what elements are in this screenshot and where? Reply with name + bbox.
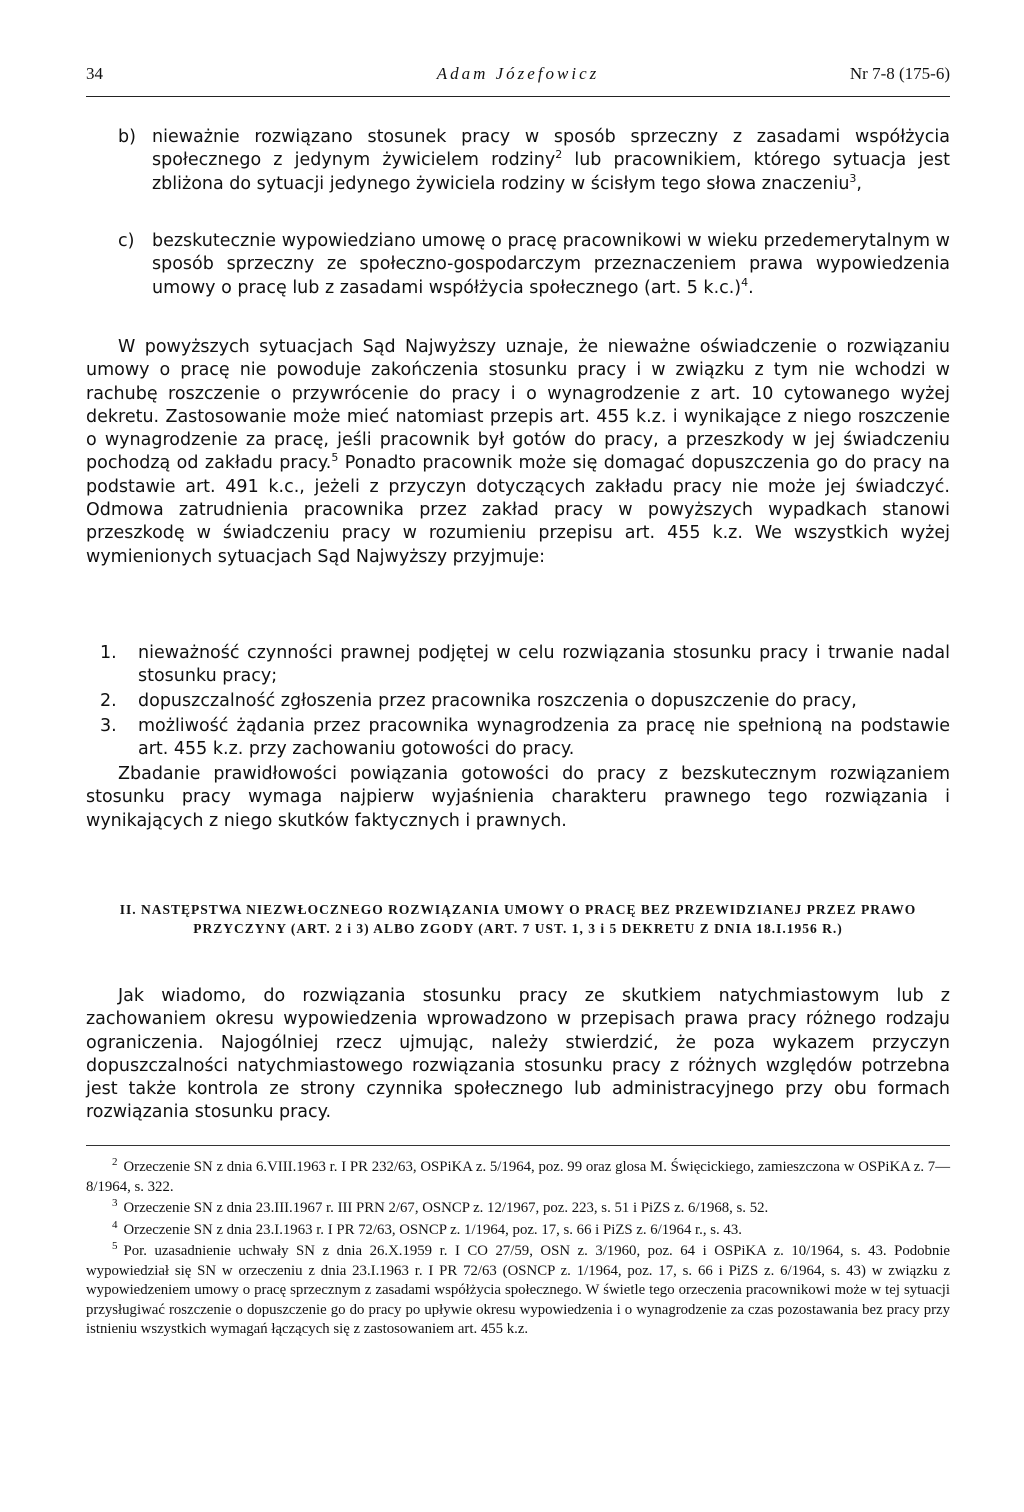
footnote-ref-4: 4: [741, 275, 749, 289]
numbered-item-1: [100, 642, 950, 689]
section-heading: II. NASTĘPSTWA NIEZWŁOCZNEGO ROZWIĄZANIA UMOWY O PRACĘ BEZ PRZEWIDZIANEJ PRZEZ PRAWO PRZYCZYNY (ART. 2 i 3) ALBO ZGODY (ART. 7 UST. 1, 3 i 5 DEKRETU Z DNIA 18.I.1956 R.): [119, 902, 917, 936]
numbered-item-2: [100, 690, 950, 713]
paragraph-1: W powyższych sytuacjach Sąd Najwyższy uznaje, że nieważne oświadczenie o rozwiązaniu umowy o pracę nie powoduje zakończenia stosunku pracy i w związku z tym nie wchodzi w rachubę roszczenie o przywrócenie do pracy i o wynagrodzenie z art. 10 cytowanego wyżej dekretu. Zastosowanie może mieć natomiast przepis art. 455 k.z. i wynikające z niego roszczenie o wynagrodzenie za pracę, jeśli pracownik był gotów do pracy, a przeszkody w jej świadczeniu pochodzą od zakładu pracy.$^5$ Ponadto pracownik może się domagać dopuszczenia go do pracy na podstawie art. 491 k.c., jeżeli z przyczyn dotyczących zakładu pracy nie może jej świadczyć. Odmowa zatrudnienia pracownika przez zakład pracy w powyższych wypadkach stanowi przeszkodę w świadczeniu pracy w rozumieniu przepisu art. 455 k.z. We wszystkich wyżej wymienionych sytuacjach Sąd Najwyższy przyjmuje:: [86, 337, 950, 567]
list-label: b): [118, 127, 136, 147]
footnote-ref-2: 2: [555, 148, 563, 162]
footnote-4: $^4$ Orzeczenie SN z dnia 23.I.1963 r. I PR 72/63, OSNCP z. 1/1964, poz. 17, s. 66 i PiZS z. 6/1964 r., s. 43.: [112, 1218, 742, 1238]
footnote-rule: [86, 1145, 950, 1146]
list-text: nieważnie rozwiązano stosunek pracy w sposób sprzeczny z zasadami współżycia społecznego z jedynym żywicielem rodziny$^2$ lub pracownikiem, którego sytuacja jest zbliżona do sytuacji jedynego żywiciela rodziny w ścisłym tego słowa znaczeniu$^3$,: [152, 127, 950, 194]
footnote-ref-3: 3: [849, 171, 857, 185]
list-label: 1.: [100, 643, 117, 663]
running-head: [86, 64, 950, 90]
list-text: nieważność czynności prawnej podjętej w celu rozwiązania stosunku pracy i trwanie nadal stosunku pracy;: [138, 643, 950, 687]
list-label: 3.: [100, 716, 117, 736]
author-name: Adam Józefowicz: [436, 64, 600, 83]
list-text: możliwość żądania przez pracownika wynagrodzenia za pracę nie spełnioną na podstawie art. 455 k.z. przy zachowaniu gotowości do pracy.: [138, 716, 950, 760]
footnotes: [86, 1158, 950, 1342]
footnote-3: $^3$ Orzeczenie SN z dnia 23.III.1967 r. III PRN 2/67, OSNCP z. 12/1967, poz. 223, s. 51 i PiZS z. 6/1968, s. 52.: [112, 1197, 769, 1216]
list-text: dopuszczalność zgłoszenia przez pracownika roszczenia o dopuszczenie do pracy,: [138, 691, 857, 711]
page-number: 34: [86, 64, 103, 83]
footnote-2: $^2$ Orzeczenie SN z dnia 6.VIII.1963 r. I PR 232/63, OSPiKA z. 5/1964, poz. 99 oraz glosa M. Święcickiego, zamieszczona w OSPiKA z. 7—8/1964, s. 322.: [86, 1156, 950, 1195]
list-item-c: [118, 230, 950, 300]
list-item-b: [118, 126, 950, 196]
numbered-item-3: [100, 715, 950, 762]
list-label: 2.: [100, 691, 117, 711]
header-rule: [86, 96, 950, 97]
list-label: c): [118, 231, 135, 251]
paragraph-3: Jak wiadomo, do rozwiązania stosunku pracy ze skutkiem natychmiastowym lub z zachowaniem okresu wypowiedzenia wprowadzono w przepisach prawa pracy różnego rodzaju ograniczenia. Najogólniej rzecz ujmując, należy stwierdzić, że poza wykazem przyczyn dopuszczalności natychmiastowego rozwiązania stosunku pracy z różnych względów potrzebna jest także kontrola ze strony czynnika społecznego lub administracyjnego przy obu formach rozwiązania stosunku pracy.: [86, 986, 950, 1123]
issue-number: Nr 7-8 (175-6): [849, 64, 950, 83]
paragraph-2: Zbadanie prawidłowości powiązania gotowości do pracy z bezskutecznym rozwiązaniem stosunku pracy wymaga najpierw wyjaśnienia charakteru prawnego tego rozwiązania i wynikających z niego skutków faktycznych i prawnych.: [86, 764, 950, 831]
footnote-ref-5: 5: [331, 451, 339, 465]
list-text: bezskutecznie wypowiedziano umowę o pracę pracownikowi w wieku przedemerytalnym w sposób sprzeczny ze społeczno-gospodarczym przeznaczeniem prawa wypowiedzenia umowy o pracę lub z zasadami współżycia społecznego (art. 5 k.c.)$^4$.: [152, 231, 950, 298]
footnote-5: $^5$ Por. uzasadnienie uchwały SN z dnia 26.X.1959 r. I CO 27/59, OSN z. 3/1960, poz. 64 i OSPiKA z. 10/1964, s. 43. Podobnie wypowiedział się SN w orzeczeniu z dnia 23.I.1963 r. I PR 72/63 (OSNCP z. 1/1964, poz. 17, s. 66 i PiZS z. 6/1964, s. 43) w związku z wypowiedzeniem umowy o pracę sprzecznym z zasadami współżycia społecznego. W świetle tego orzeczenia pracownikowi może w tej sytuacji przysługiwać roszczenie o dopuszczenie go do pracy po upływie okresu wypowiedzenia i o wynagrodzenie za czas pozostawania bez pracy przy istnieniu wszystkich wymagań łączących się z zastosowaniem art. 455 k.z.: [86, 1240, 950, 1337]
